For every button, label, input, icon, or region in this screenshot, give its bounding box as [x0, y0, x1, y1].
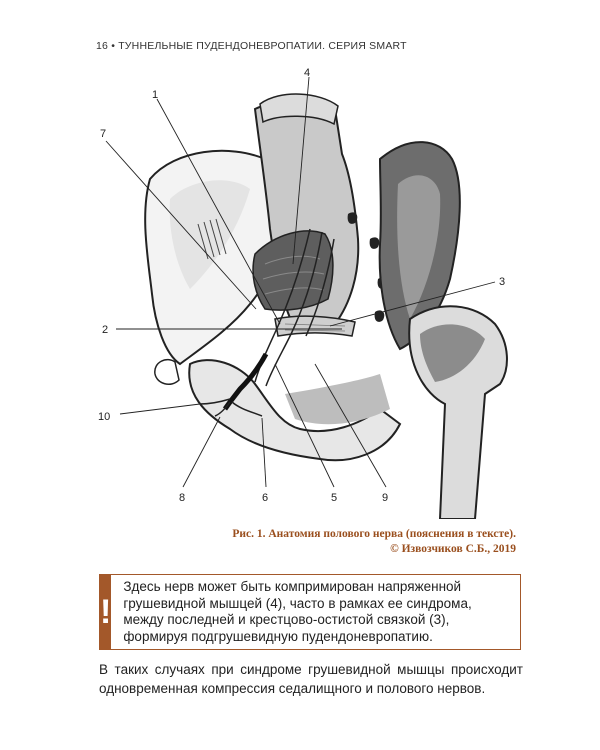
callout-4: 4 — [304, 67, 311, 79]
callout-8: 8 — [179, 492, 186, 504]
callout-3: 3 — [499, 276, 506, 288]
caption-title: Рис. 1. Анатомия полового нерва (пояснения в тексте). — [232, 528, 516, 540]
callout-10: 10 — [98, 411, 111, 423]
callout-7: 7 — [100, 128, 107, 140]
callout-9: 9 — [382, 492, 389, 504]
callout-5: 5 — [331, 492, 338, 504]
figure-caption — [232, 527, 516, 557]
exclamation-icon: ! — [100, 575, 111, 649]
callout-2: 2 — [102, 324, 109, 336]
running-header: 16 • ТУННЕЛЬНЫЕ ПУДЕНДОНЕВРОПАТИИ. СЕРИЯ SMART — [96, 40, 407, 52]
note-text: Здесь нерв может быть компримирован напряженной грушевидной мышцей (4), часто в рамках ее синдрома, между последней и крестцово-остистой связкой (3), формируя подгрушевидную пудендоневропатию. — [123, 579, 472, 644]
note-box — [99, 574, 521, 650]
pelvis-illustration — [80, 64, 530, 519]
body-paragraph: В таких случаях при синдроме грушевидной мышцы происходит одновременная компрессия седалищного и полового нервов. — [99, 662, 523, 696]
caption-copyright: © Извозчиков С.Б., 2019 — [390, 543, 516, 555]
anatomy-figure — [80, 64, 530, 519]
obturator — [155, 360, 179, 385]
callout-6: 6 — [262, 492, 269, 504]
callout-1: 1 — [152, 89, 159, 101]
